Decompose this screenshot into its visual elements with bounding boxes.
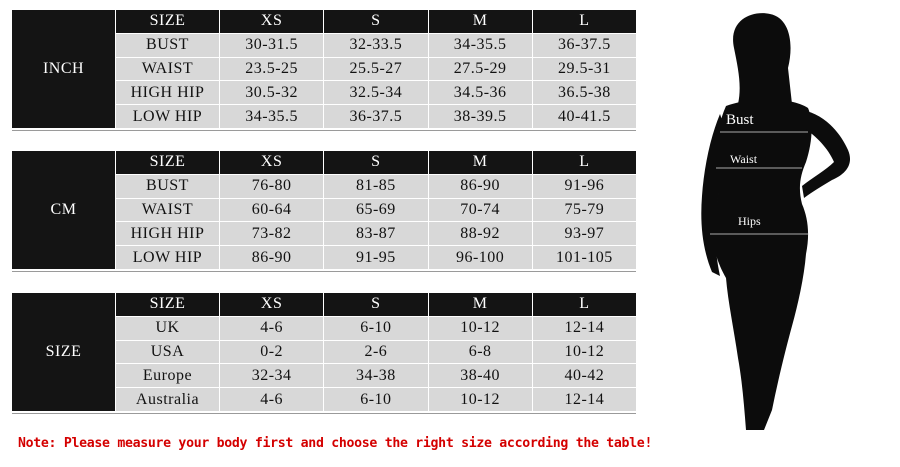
table-cell: 27.5-29	[429, 58, 532, 81]
table-cell: 6-10	[324, 317, 427, 340]
table-cell: 40-41.5	[533, 105, 636, 128]
measure-note: Note: Please measure your body first and choose the right size according the table!	[18, 436, 653, 451]
table-cell: 86-90	[220, 246, 323, 269]
table-cell: 36-37.5	[324, 105, 427, 128]
size-conversion-table	[12, 293, 636, 411]
header-xs: XS	[220, 293, 323, 316]
header-size: SIZE	[116, 10, 219, 33]
header-l: L	[533, 293, 636, 316]
table-cell: 12-14	[533, 317, 636, 340]
table-cell: 36.5-38	[533, 81, 636, 104]
body-measurement-figure	[690, 8, 870, 438]
table-cell: 101-105	[533, 246, 636, 269]
row-label-australia: Australia	[116, 388, 219, 411]
row-label-bust: BUST	[116, 34, 219, 57]
table-cell: 10-12	[429, 388, 532, 411]
table-cell: 32.5-34	[324, 81, 427, 104]
table-cell: 83-87	[324, 222, 427, 245]
row-label-waist: WAIST	[116, 199, 219, 222]
row-label-waist: WAIST	[116, 58, 219, 81]
table-cell: 10-12	[429, 317, 532, 340]
table-cell: 0-2	[220, 341, 323, 364]
table-cell: 38-40	[429, 364, 532, 387]
size-grid	[116, 293, 636, 411]
size-label: SIZE	[12, 293, 115, 411]
table-cell: 86-90	[429, 175, 532, 198]
inch-size-table	[12, 10, 636, 128]
header-s: S	[324, 293, 427, 316]
table-cell: 23.5-25	[220, 58, 323, 81]
table-cell: 40-42	[533, 364, 636, 387]
header-size: SIZE	[116, 151, 219, 174]
table-cell: 60-64	[220, 199, 323, 222]
table-cell: 29.5-31	[533, 58, 636, 81]
header-m: M	[429, 293, 532, 316]
table-cell: 4-6	[220, 388, 323, 411]
table-cell: 6-10	[324, 388, 427, 411]
row-label-europe: Europe	[116, 364, 219, 387]
header-xs: XS	[220, 151, 323, 174]
table-cell: 34-35.5	[429, 34, 532, 57]
table-cell: 12-14	[533, 388, 636, 411]
table-cell: 70-74	[429, 199, 532, 222]
cm-label: CM	[12, 151, 115, 269]
header-l: L	[533, 151, 636, 174]
table-cell: 76-80	[220, 175, 323, 198]
bust-label: Bust	[726, 112, 754, 128]
table-cell: 32-33.5	[324, 34, 427, 57]
table-cell: 32-34	[220, 364, 323, 387]
table-cell: 75-79	[533, 199, 636, 222]
cm-size-table	[12, 151, 636, 269]
table-cell: 10-12	[533, 341, 636, 364]
table-cell: 93-97	[533, 222, 636, 245]
row-label-bust: BUST	[116, 175, 219, 198]
row-label-uk: UK	[116, 317, 219, 340]
row-label-usa: USA	[116, 341, 219, 364]
table-cell: 34.5-36	[429, 81, 532, 104]
table-cell: 4-6	[220, 317, 323, 340]
waist-label: Waist	[730, 152, 758, 166]
table-cell: 88-92	[429, 222, 532, 245]
table-cell: 30-31.5	[220, 34, 323, 57]
row-label-high-hip: HIGH HIP	[116, 81, 219, 104]
header-xs: XS	[220, 10, 323, 33]
header-m: M	[429, 10, 532, 33]
header-s: S	[324, 151, 427, 174]
table-cell: 6-8	[429, 341, 532, 364]
table-cell: 34-35.5	[220, 105, 323, 128]
table-cell: 81-85	[324, 175, 427, 198]
row-label-high-hip: HIGH HIP	[116, 222, 219, 245]
table-cell: 25.5-27	[324, 58, 427, 81]
table-cell: 38-39.5	[429, 105, 532, 128]
table-cell: 73-82	[220, 222, 323, 245]
silhouette-figure	[690, 8, 870, 438]
row-label-low-hip: LOW HIP	[116, 246, 219, 269]
inch-label: INCH	[12, 10, 115, 128]
hips-label: Hips	[738, 214, 761, 228]
table-cell: 96-100	[429, 246, 532, 269]
table-cell: 65-69	[324, 199, 427, 222]
table-cell: 91-95	[324, 246, 427, 269]
table-cell: 2-6	[324, 341, 427, 364]
row-label-low-hip: LOW HIP	[116, 105, 219, 128]
header-size: SIZE	[116, 293, 219, 316]
table-cell: 30.5-32	[220, 81, 323, 104]
header-m: M	[429, 151, 532, 174]
inch-grid	[116, 10, 636, 128]
table-cell: 36-37.5	[533, 34, 636, 57]
header-s: S	[324, 10, 427, 33]
header-l: L	[533, 10, 636, 33]
table-cell: 34-38	[324, 364, 427, 387]
cm-grid	[116, 151, 636, 269]
table-cell: 91-96	[533, 175, 636, 198]
